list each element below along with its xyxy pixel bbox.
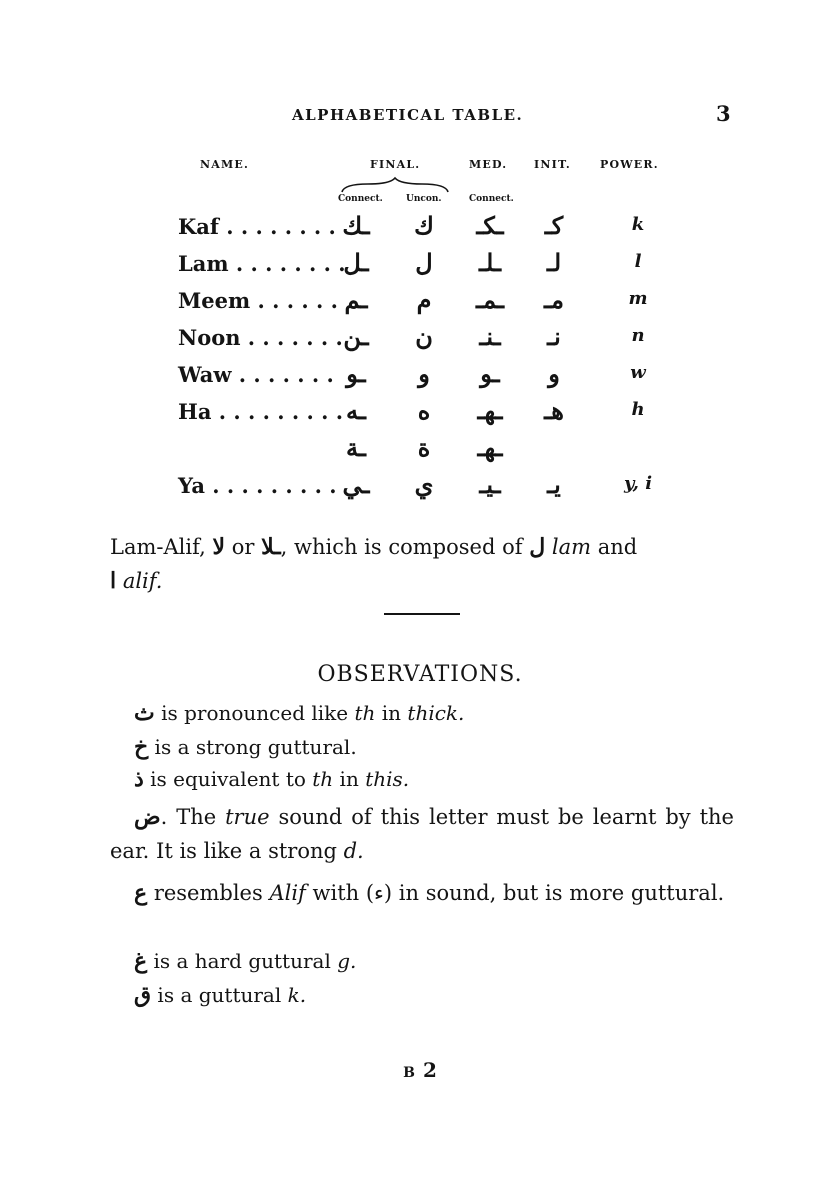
lam-alif-paragraph [110, 530, 734, 598]
final-connect-glyph: ـي [342, 470, 370, 499]
observation-emphasis: th [312, 767, 334, 791]
arabic-letter: خ [134, 734, 149, 760]
medial-glyph: ـو [480, 359, 500, 388]
initial-glyph: نـ [547, 322, 561, 351]
observation-emphasis: k. [287, 983, 307, 1007]
running-title: ALPHABETICAL TABLE. [292, 106, 524, 124]
initial-glyph: مـ [544, 285, 564, 314]
letter-name: Ya . . . . . . . . . [178, 473, 337, 498]
final-connect-glyph: ـن [343, 322, 369, 351]
medial-glyph: ـيـ [479, 470, 501, 499]
lam-alif-glyph: لا [212, 534, 226, 560]
power-value: w [630, 362, 646, 383]
lam-word: lam [551, 535, 592, 559]
medial-glyph: ـكـ [476, 211, 504, 240]
observation-text: is a guttural [151, 983, 288, 1007]
arabic-letter: غ [134, 948, 148, 974]
observation-item [134, 948, 356, 974]
arabic-letter: ث [134, 700, 155, 726]
power-value: n [631, 325, 645, 346]
final-connect-glyph: ـو [346, 359, 366, 388]
power-value: y, i [623, 473, 653, 494]
observation-item [134, 734, 357, 760]
power-value: l [634, 251, 642, 272]
medial-glyph: ـمـ [476, 285, 504, 314]
initial-glyph: كـ [544, 211, 564, 240]
observation-emphasis: th [354, 701, 376, 725]
observation-text: is a hard guttural [147, 949, 338, 973]
column-header-final: FINAL. [370, 158, 421, 171]
medial-glyph: ـهـ [477, 396, 503, 425]
observation-text: sound of this letter must be learnt by the ear. It is like a strong [110, 805, 734, 863]
observation-item [134, 982, 306, 1008]
observation-item [134, 700, 464, 726]
letter-name: Kaf . . . . . . . . [178, 214, 336, 239]
observation-text: in [333, 767, 366, 791]
initial-glyph: يـ [547, 470, 561, 499]
observation-text: is pronounced like [154, 701, 355, 725]
final-connect-glyph: ـه [346, 396, 366, 425]
final-uncon-glyph: ه [417, 396, 431, 425]
or-text: or [231, 535, 255, 559]
section-divider [384, 613, 460, 615]
observation-text: is a strong guttural. [148, 735, 357, 759]
arabic-letter: ض [134, 804, 161, 830]
final-uncon-glyph: و [418, 359, 430, 388]
observation-item [110, 800, 734, 868]
final-uncon-glyph: ي [414, 470, 434, 499]
initial-glyph: لـ [546, 248, 562, 277]
final-uncon-glyph: ة [417, 433, 431, 462]
page-number: 3 [716, 101, 731, 126]
letter-name: Waw . . . . . . . [178, 362, 334, 387]
sub-header-med-connect: Connect. [469, 194, 514, 204]
medial-glyph: ـهـ [477, 433, 503, 462]
observation-emphasis: thick. [407, 701, 465, 725]
column-header-power: POWER. [600, 158, 659, 171]
table-row [0, 433, 840, 472]
observation-emphasis: this. [365, 767, 410, 791]
table-row [0, 470, 840, 509]
initial-glyph: و [548, 359, 560, 388]
and-text: and [597, 535, 638, 559]
observation-text: with (ء) in sound, but is more guttural. [305, 881, 725, 905]
column-header-init: INIT. [534, 158, 571, 171]
observation-text: . The [160, 805, 226, 829]
signature-letter: B [403, 1065, 416, 1081]
medial-glyph: ـنـ [479, 322, 501, 351]
signature-number: 2 [422, 1058, 437, 1082]
letter-name: Meem . . . . . . [178, 288, 338, 313]
final-connect-glyph: ـك [342, 211, 370, 240]
final-uncon-glyph: ل [415, 248, 433, 277]
observations-title: OBSERVATIONS. [317, 662, 523, 687]
medial-glyph: ـلـ [478, 248, 501, 277]
final-connect-glyph: ـم [344, 285, 368, 314]
sub-header-final-connect: Connect. [338, 194, 383, 204]
final-uncon-glyph: م [416, 285, 432, 314]
column-header-med: MED. [469, 158, 508, 171]
table-row [0, 396, 840, 435]
initial-glyph: هـ [544, 396, 564, 425]
column-header-name: NAME. [200, 158, 249, 171]
signature-mark [0, 1058, 840, 1082]
observation-emphasis: g. [337, 949, 357, 973]
observation-item [110, 876, 734, 910]
observation-emphasis: d. [343, 839, 364, 863]
power-value: m [628, 288, 648, 309]
table-row [0, 211, 840, 250]
observation-text: in [375, 701, 408, 725]
arabic-letter: ذ [134, 766, 144, 792]
power-value: k [631, 214, 645, 235]
sub-header-final-uncon: Uncon. [406, 194, 442, 204]
observation-emphasis: true [225, 805, 270, 829]
final-uncon-glyph: ن [415, 322, 433, 351]
lam-alif-connected-glyph: ـلا [261, 534, 281, 560]
final-connect-glyph: ـة [346, 433, 366, 462]
arabic-letter: ق [134, 982, 152, 1008]
observation-text: is equivalent to [143, 767, 313, 791]
composition-text: , which is composed of [280, 535, 523, 559]
lam-alif-label: Lam-Alif, [110, 535, 206, 559]
letter-name: Ha . . . . . . . . . [178, 399, 344, 424]
alif-glyph: ا [110, 568, 117, 594]
power-value: h [631, 399, 645, 420]
observation-text: resembles [147, 881, 270, 905]
final-connect-glyph: ـل [343, 248, 369, 277]
brace-icon [340, 176, 450, 194]
observation-emphasis: Alif [269, 881, 306, 905]
letter-name: Lam . . . . . . . . [178, 251, 346, 276]
table-row [0, 285, 840, 324]
observation-item [134, 766, 409, 792]
lam-glyph: ل [529, 534, 546, 560]
arabic-letter: ع [134, 880, 148, 906]
letter-name: Noon . . . . . . . [178, 325, 343, 350]
final-uncon-glyph: ك [414, 211, 434, 240]
alif-word: alif. [122, 569, 163, 593]
table-row [0, 322, 840, 361]
table-row [0, 248, 840, 287]
table-row [0, 359, 840, 398]
